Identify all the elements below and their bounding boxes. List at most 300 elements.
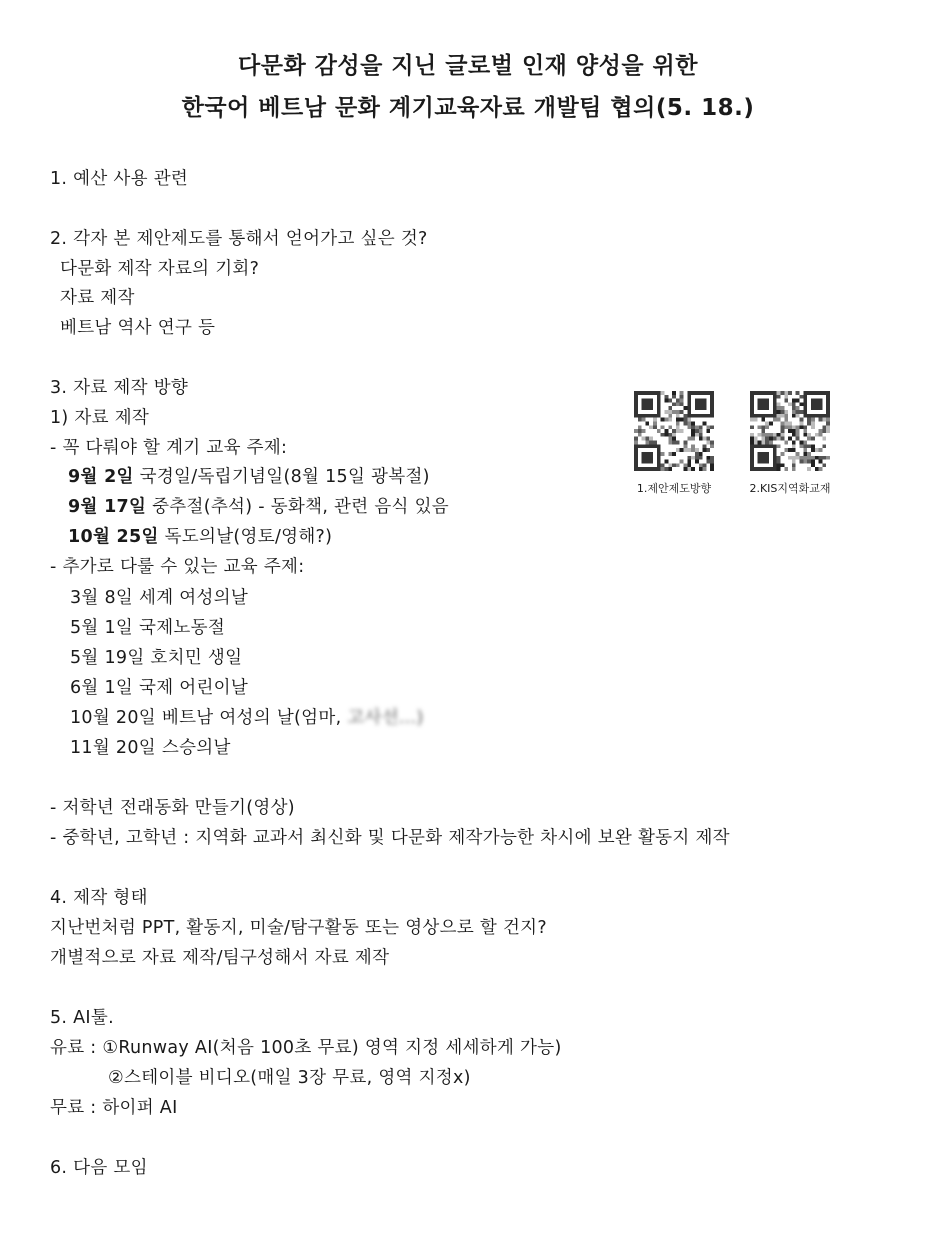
qr-module (765, 452, 769, 456)
section-1-heading: 1. 예산 사용 관련 (50, 169, 189, 189)
qr-module (777, 414, 781, 418)
qr-module (634, 460, 638, 464)
qr-module (803, 391, 807, 395)
qr-module (638, 414, 642, 418)
qr-module (800, 418, 804, 422)
qr-module (695, 448, 699, 452)
qr-module (780, 421, 784, 425)
qr-module (676, 410, 680, 414)
qr-module (819, 406, 823, 410)
qr-module (750, 441, 754, 445)
must-topic-date: 9월 17일 (68, 497, 147, 517)
qr-code-icon (750, 391, 830, 471)
qr-module (657, 414, 661, 418)
qr-module (811, 456, 815, 460)
qr-module (765, 414, 769, 418)
qr-module (699, 414, 703, 418)
qr-module (676, 399, 680, 403)
qr-module (676, 414, 680, 418)
extra-topic-text: 10월 20일 베트남 여성의 날(엄마, (70, 708, 342, 728)
qr-module (826, 418, 830, 422)
qr-module (699, 452, 703, 456)
qr-module (754, 391, 758, 395)
qr-module (642, 414, 646, 418)
qr-module (687, 460, 691, 464)
qr-module (822, 429, 826, 433)
qr-module (695, 399, 699, 403)
qr-module (710, 410, 714, 414)
qr-module (645, 467, 649, 471)
qr-module (800, 421, 804, 425)
qr-module (750, 467, 754, 471)
qr-module (699, 456, 703, 460)
qr-module (661, 463, 665, 467)
low-grade-note: - 저학년 전래동화 만들기(영상) (50, 798, 295, 818)
qr-module (676, 425, 680, 429)
qr-module (657, 395, 661, 399)
qr-module (703, 467, 707, 471)
qr-module (792, 402, 796, 406)
qr-module (754, 418, 758, 422)
qr-module (634, 395, 638, 399)
qr-module (642, 429, 646, 433)
qr-module (638, 444, 642, 448)
qr-module (710, 395, 714, 399)
qr-module (796, 406, 800, 410)
qr-module (761, 425, 765, 429)
title-line-1: 다문화 감성을 지닌 글로벌 인재 양성을 위한 (238, 53, 698, 79)
qr-module (784, 425, 788, 429)
qr-module (761, 433, 765, 437)
qr-module (758, 391, 762, 395)
section-3-heading: 3. 자료 제작 방향 (50, 378, 189, 398)
qr-module (634, 463, 638, 467)
qr-module (710, 444, 714, 448)
qr-module (710, 460, 714, 464)
qr-module (758, 444, 762, 448)
qr-module (750, 414, 754, 418)
qr-module (815, 414, 819, 418)
must-topic-item (68, 526, 332, 548)
qr-module (642, 444, 646, 448)
qr-module (815, 391, 819, 395)
qr-module (672, 391, 676, 395)
qr-module (784, 414, 788, 418)
qr-module (706, 414, 710, 418)
qr-module (638, 433, 642, 437)
qr-module (699, 433, 703, 437)
qr-module (687, 402, 691, 406)
qr-module (803, 402, 807, 406)
qr-module (642, 460, 646, 464)
qr-module (642, 418, 646, 422)
qr-module (773, 460, 777, 464)
qr-module (680, 448, 684, 452)
qr-module (634, 429, 638, 433)
qr-module (822, 391, 826, 395)
must-topic-text: 독도의날(영토/영해?) (158, 527, 333, 547)
qr-module (773, 456, 777, 460)
qr-module (780, 410, 784, 414)
qr-module (777, 467, 781, 471)
qr-module (642, 437, 646, 441)
qr-module (792, 460, 796, 464)
qr-module (792, 444, 796, 448)
extra-topic-item: 5월 1일 국제노동절 (70, 618, 226, 638)
qr-module (780, 391, 784, 395)
qr-module (657, 448, 661, 452)
qr-module (653, 441, 657, 445)
qr-module (819, 448, 823, 452)
qr-module (687, 391, 691, 395)
qr-module (642, 467, 646, 471)
qr-module (668, 406, 672, 410)
qr-module (664, 433, 668, 437)
qr-module (754, 414, 758, 418)
qr-module (695, 414, 699, 418)
qr-module (680, 402, 684, 406)
section-6-heading: 6. 다음 모임 (50, 1158, 148, 1178)
qr-module (765, 460, 769, 464)
qr-module (645, 460, 649, 464)
qr-module (680, 399, 684, 403)
qr-module (807, 456, 811, 460)
qr-module (777, 410, 781, 414)
qr-module (780, 433, 784, 437)
qr-code-icon (634, 391, 714, 471)
qr-module (634, 406, 638, 410)
qr-module (750, 452, 754, 456)
qr-module (780, 414, 784, 418)
qr-module (706, 425, 710, 429)
qr-module (750, 391, 754, 395)
section-2-item: 다문화 제작 자료의 기회? (60, 259, 260, 279)
qr-module (706, 448, 710, 452)
qr-module (815, 448, 819, 452)
qr-module (657, 467, 661, 471)
qr-module (819, 402, 823, 406)
qr-module (815, 399, 819, 403)
qr-module (819, 399, 823, 403)
qr-module (765, 402, 769, 406)
qr-module (699, 467, 703, 471)
qr-module (649, 414, 653, 418)
qr-module (699, 429, 703, 433)
qr-module (657, 460, 661, 464)
qr-module (687, 456, 691, 460)
qr-module (777, 437, 781, 441)
must-topic-item (68, 496, 449, 518)
extra-topic-item: 5월 19일 호치민 생일 (70, 648, 243, 668)
qr-module (645, 456, 649, 460)
qr-module (765, 444, 769, 448)
qr-module (784, 441, 788, 445)
qr-module (684, 421, 688, 425)
qr-module (703, 437, 707, 441)
section-2-heading: 2. 각자 본 제안제도를 통해서 얻어가고 싶은 것? (50, 229, 428, 249)
qr-module (687, 421, 691, 425)
qr-module (780, 425, 784, 429)
qr-module (826, 429, 830, 433)
qr-module (642, 391, 646, 395)
qr-module (773, 467, 777, 471)
qr-module (803, 425, 807, 429)
qr-module (803, 456, 807, 460)
qr-module (773, 391, 777, 395)
qr-module (761, 460, 765, 464)
qr-module (780, 429, 784, 433)
qr-module (777, 418, 781, 422)
qr-module (758, 425, 762, 429)
qr-module (684, 406, 688, 410)
qr-module (684, 467, 688, 471)
qr-module (807, 444, 811, 448)
qr-module (811, 425, 815, 429)
qr-module (691, 414, 695, 418)
qr-module (645, 402, 649, 406)
qr-module (807, 437, 811, 441)
qr-module (687, 425, 691, 429)
paid-tool-2: ②스테이블 비디오(매일 3장 무료, 영역 지정x) (108, 1068, 471, 1088)
qr-module (653, 391, 657, 395)
qr-module (777, 406, 781, 410)
qr-module (750, 456, 754, 460)
qr-module (758, 441, 762, 445)
qr-module (649, 467, 653, 471)
qr-module (773, 437, 777, 441)
qr-module (754, 444, 758, 448)
qr-module (653, 414, 657, 418)
qr-module (773, 406, 777, 410)
qr-module (642, 402, 646, 406)
qr-module (657, 429, 661, 433)
qr-module (765, 421, 769, 425)
qr-module (788, 448, 792, 452)
qr-module (661, 433, 665, 437)
qr-module (695, 425, 699, 429)
qr-module (703, 402, 707, 406)
qr-module (649, 402, 653, 406)
qr-module (653, 421, 657, 425)
qr-module (826, 399, 830, 403)
qr-module (777, 456, 781, 460)
qr-module (800, 410, 804, 414)
qr-module (699, 425, 703, 429)
qr-module (672, 463, 676, 467)
qr-module (765, 399, 769, 403)
qr-module (769, 414, 773, 418)
qr-module (687, 410, 691, 414)
qr-module (649, 399, 653, 403)
qr-module (780, 406, 784, 410)
qr-module (773, 410, 777, 414)
qr-module (676, 441, 680, 445)
qr-module (811, 406, 815, 410)
qr-module (710, 391, 714, 395)
qr-module (822, 463, 826, 467)
qr-module (703, 444, 707, 448)
qr-module (769, 467, 773, 471)
qr-module (691, 448, 695, 452)
qr-module (638, 467, 642, 471)
qr-module (811, 402, 815, 406)
qr-module (792, 433, 796, 437)
qr-module (668, 463, 672, 467)
qr-module (807, 452, 811, 456)
qr-module (826, 456, 830, 460)
qr-module (664, 410, 668, 414)
qr-module (676, 418, 680, 422)
qr-module (761, 402, 765, 406)
qr-module (826, 402, 830, 406)
must-topic-text: 중추절(추석) - 동화책, 관련 음식 있음 (146, 497, 450, 517)
qr-module (703, 463, 707, 467)
qr-module (750, 448, 754, 452)
qr-module (695, 429, 699, 433)
qr-module (780, 437, 784, 441)
qr-module (687, 448, 691, 452)
qr-module (661, 391, 665, 395)
qr-module (634, 402, 638, 406)
qr-module (680, 460, 684, 464)
qr-module (672, 429, 676, 433)
qr-module (792, 441, 796, 445)
qr-module (657, 391, 661, 395)
qr-module (691, 444, 695, 448)
qr-module (784, 448, 788, 452)
qr-module (664, 429, 668, 433)
qr-module (676, 429, 680, 433)
qr-module (761, 456, 765, 460)
qr-module (819, 433, 823, 437)
qr-module (653, 418, 657, 422)
qr-module (792, 406, 796, 410)
qr-module (638, 391, 642, 395)
qr-module (792, 456, 796, 460)
qr-module (703, 406, 707, 410)
qr-module (649, 452, 653, 456)
qr-module (822, 418, 826, 422)
qr-module (811, 444, 815, 448)
qr-module (826, 391, 830, 395)
qr-module (819, 418, 823, 422)
qr-module (777, 433, 781, 437)
qr-module (634, 410, 638, 414)
qr-module (672, 437, 676, 441)
must-topic-text: 국경일/독립기념일(8월 15일 광복절) (133, 467, 430, 487)
qr-module (761, 391, 765, 395)
qr-module (657, 410, 661, 414)
qr-module (699, 463, 703, 467)
qr-module (792, 429, 796, 433)
qr-module (761, 437, 765, 441)
qr-module (642, 452, 646, 456)
qr-module (761, 406, 765, 410)
qr-module (695, 402, 699, 406)
qr-module (773, 399, 777, 403)
qr-label: 1.제안제도방향 (636, 482, 712, 495)
qr-module (672, 433, 676, 437)
qr-module (634, 444, 638, 448)
qr-module (691, 421, 695, 425)
qr-module (800, 441, 804, 445)
qr-module (710, 463, 714, 467)
qr-module (803, 410, 807, 414)
qr-module (687, 467, 691, 471)
qr-module (668, 437, 672, 441)
qr-module (811, 418, 815, 422)
qr-module (796, 452, 800, 456)
qr-module (788, 402, 792, 406)
qr-module (664, 399, 668, 403)
qr-module (765, 433, 769, 437)
qr-module (800, 395, 804, 399)
qr-module (750, 395, 754, 399)
qr-module (822, 437, 826, 441)
qr-module (750, 425, 754, 429)
qr-module (826, 406, 830, 410)
qr-module (803, 433, 807, 437)
qr-module (800, 425, 804, 429)
qr-module (638, 418, 642, 422)
qr-module (754, 437, 758, 441)
qr-module (634, 452, 638, 456)
qr-module (661, 418, 665, 422)
qr-module (796, 437, 800, 441)
qr-module (750, 410, 754, 414)
paid-tool-1: 유료 : ①Runway AI(처음 100초 무료) 영역 지정 세세하게 가능) (50, 1038, 562, 1058)
qr-module (684, 448, 688, 452)
qr-module (754, 467, 758, 471)
qr-module (676, 402, 680, 406)
qr-module (761, 452, 765, 456)
qr-module (758, 406, 762, 410)
qr-module (826, 410, 830, 414)
qr-module (758, 433, 762, 437)
qr-module (687, 463, 691, 467)
qr-module (773, 402, 777, 406)
qr-module (672, 441, 676, 445)
qr-module (773, 414, 777, 418)
qr-module (645, 406, 649, 410)
qr-module (668, 425, 672, 429)
qr-module (672, 452, 676, 456)
qr-module (758, 456, 762, 460)
qr-module (769, 444, 773, 448)
qr-module (758, 467, 762, 471)
qr-module (815, 406, 819, 410)
qr-module (699, 399, 703, 403)
extra-topic-item: 6월 1일 국제 어린이날 (70, 678, 249, 698)
qr-module (680, 429, 684, 433)
qr-module (784, 418, 788, 422)
qr-module (761, 441, 765, 445)
qr-module (750, 463, 754, 467)
qr-module (642, 399, 646, 403)
qr-module (699, 391, 703, 395)
qr-module (687, 437, 691, 441)
qr-module (788, 456, 792, 460)
qr-module (822, 456, 826, 460)
qr-module (807, 433, 811, 437)
qr-module (706, 441, 710, 445)
qr-module (691, 456, 695, 460)
qr-module (754, 441, 758, 445)
qr-module (780, 452, 784, 456)
qr-module (687, 406, 691, 410)
qr-module (687, 414, 691, 418)
qr-module (687, 418, 691, 422)
